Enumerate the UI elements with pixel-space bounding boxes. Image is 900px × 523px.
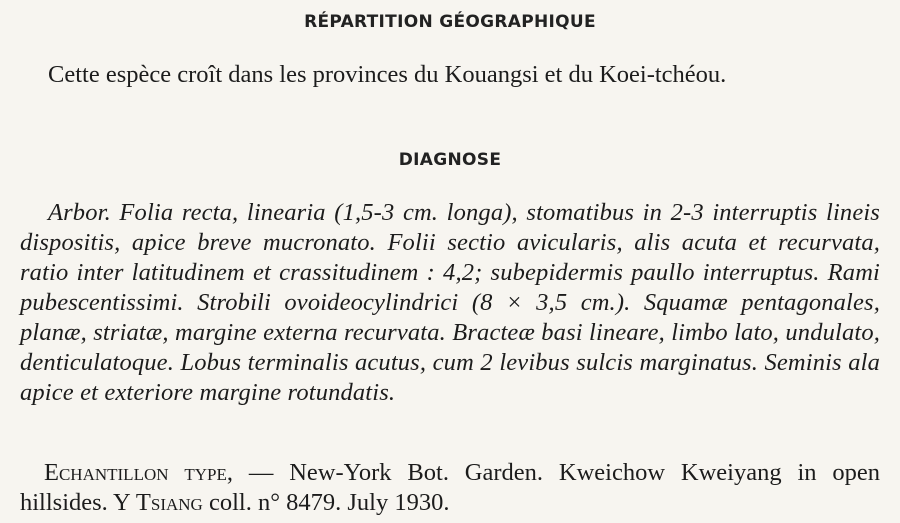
specimen-text-1: New-York Bot. Garden. Kweichow Kweiyang in open hillsides. Y: [20, 459, 880, 516]
section-heading-repartition: RÉPARTITION GÉOGRAPHIQUE: [304, 12, 596, 32]
diagnose-paragraph: Arbor. Folia recta, linearia (1,5-3 cm. longa), stomatibus in 2-3 interruptis lineis dispositis, apice breve mucronato. Folii sectio avicularis, alis acuta et recurvata, ratio inter latitudinem et crassitudinem : 4,2; subepidermis paullo interruptus. Rami pubescentissimi. Strobili ovoideocylindrici (8 × 3,5 cm.). Squamæ pentagonales, planæ, striatæ, margine externa recurvata. Bracteæ basi lineare, limbo lato, undulato, denticulatoque. Lobus terminalis acutus, cum 2 levibus sulcis marginatus. Seminis ala apice et exteriore margine rotundatis.: [20, 199, 880, 406]
specimen-text-2: coll. n° 8479. July 1930.: [202, 489, 450, 516]
specimen-label: Echantillon type,: [44, 459, 233, 486]
repartition-paragraph: Cette espèce croît dans les provinces du Kouangsi et du Koei-tchéou.: [48, 61, 727, 88]
specimen-collector: Tsiang: [135, 489, 203, 516]
specimen-paragraph: [20, 458, 880, 518]
specimen-dash: —: [233, 459, 290, 486]
section-heading-diagnose: DIAGNOSE: [398, 150, 502, 170]
